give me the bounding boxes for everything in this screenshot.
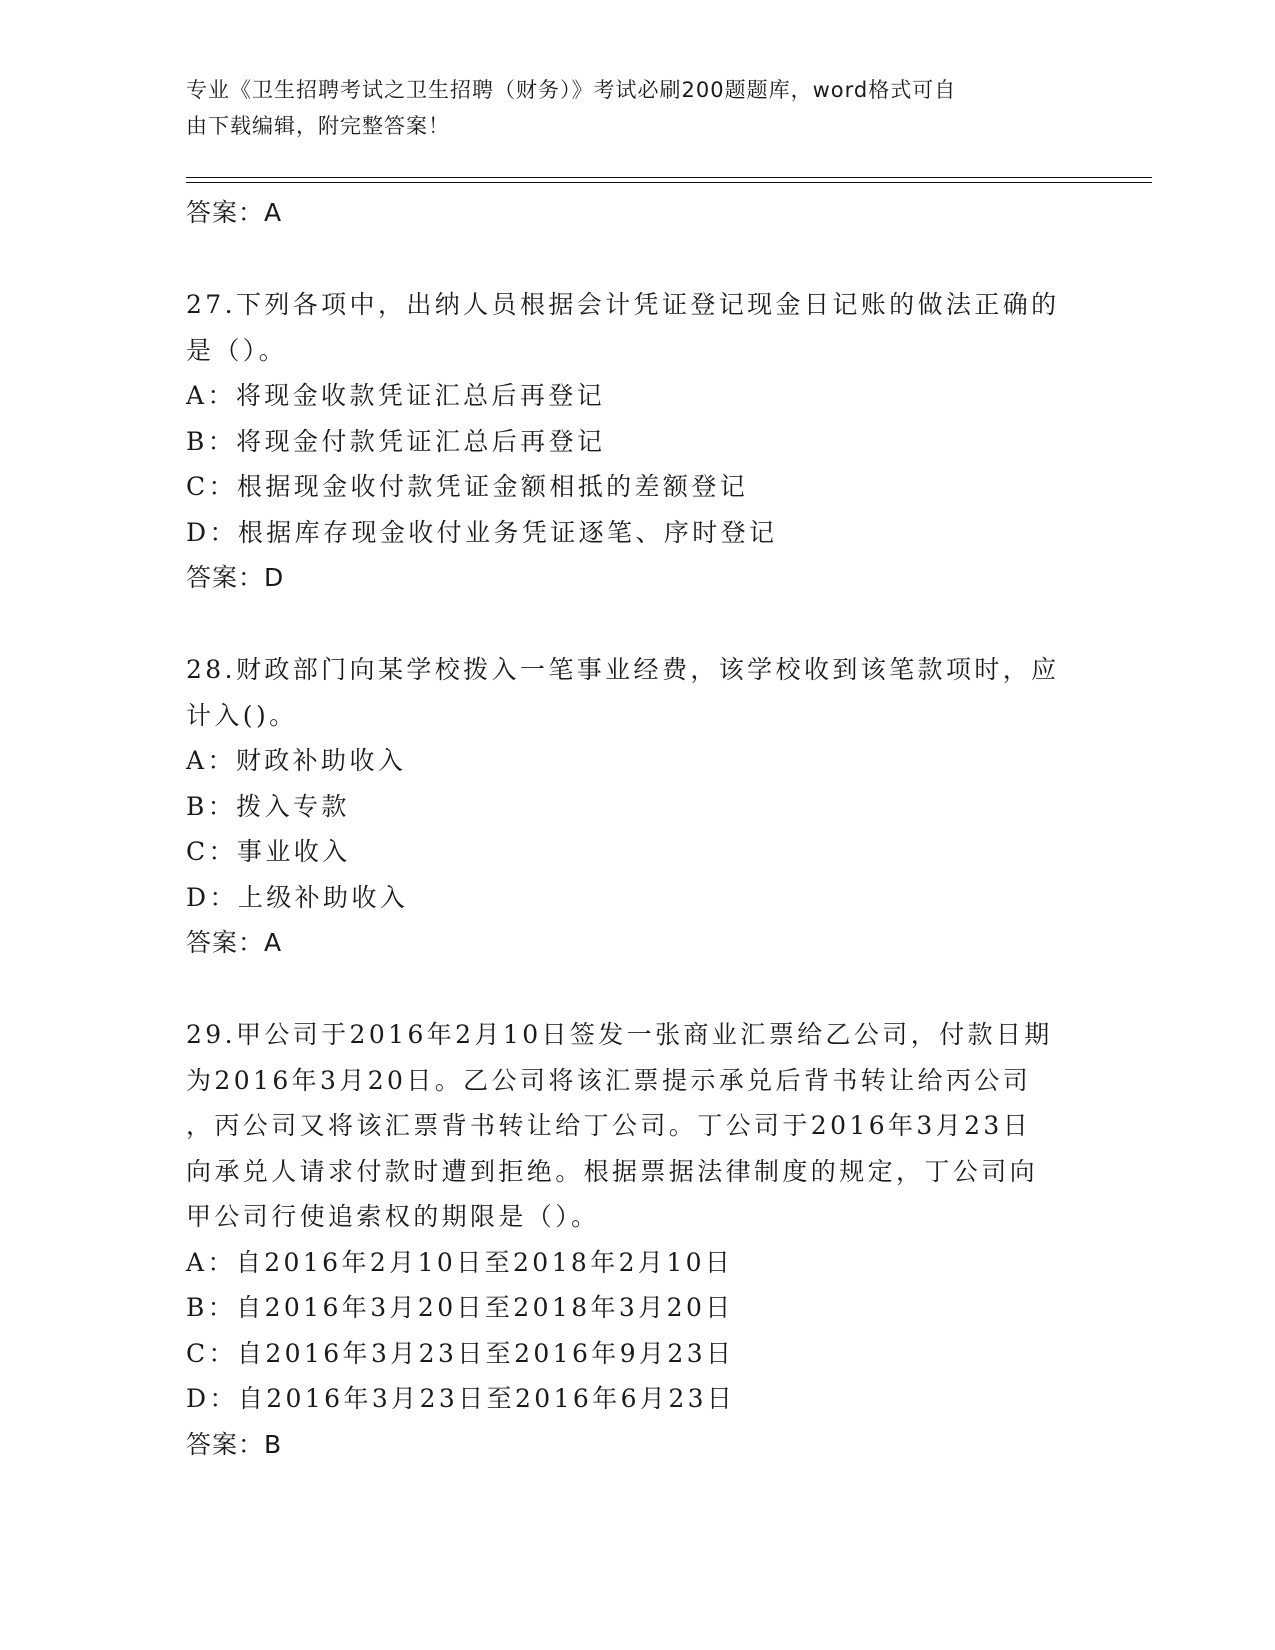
question-text-line: 向承兑人请求付款时遭到拒绝。根据票据法律制度的规定，丁公司向 bbox=[186, 1156, 1039, 1186]
answer-line: 答案：A bbox=[186, 928, 283, 957]
previous-answer: 答案：A bbox=[186, 198, 283, 227]
question-text-line: ，丙公司又将该汇票背书转让给丁公司。丁公司于2016年3月23日 bbox=[186, 1111, 1032, 1140]
answer-line: 答案：B bbox=[186, 1429, 283, 1459]
header-line-2: 由下载编辑，附完整答案！ bbox=[186, 114, 450, 138]
header-divider-top bbox=[186, 177, 1152, 178]
question-list bbox=[186, 190, 1086, 1467]
answer-line: 答案：D bbox=[186, 563, 285, 592]
option-a: A：自2016年2月10日至2018年2月10日 bbox=[186, 1247, 734, 1277]
question-block-28 bbox=[186, 647, 1086, 965]
header-divider-bottom bbox=[186, 182, 1152, 183]
option-b: B：自2016年3月20日至2018年3月20日 bbox=[186, 1293, 734, 1322]
question-text-line: 27.下列各项中，出纳人员根据会计凭证登记现金日记账的做法正确的 bbox=[186, 290, 1060, 319]
option-c: C：根据现金收付款凭证金额相抵的差额登记 bbox=[186, 472, 749, 501]
question-text-line: 为2016年3月20日。乙公司将该汇票提示承兑后背书转让给丙公司 bbox=[186, 1065, 1032, 1095]
option-c: C：自2016年3月23日至2016年9月23日 bbox=[186, 1338, 735, 1368]
question-text-line: 是（）。 bbox=[186, 335, 288, 365]
spacer bbox=[186, 600, 1086, 647]
spacer bbox=[186, 235, 1086, 282]
document-header bbox=[186, 72, 1066, 144]
option-d: D：上级补助收入 bbox=[186, 882, 409, 912]
question-text-line: 甲公司行使追索权的期限是（）。 bbox=[186, 1202, 600, 1231]
header-line-1: 专业《卫生招聘考试之卫生招聘（财务）》考试必刷200题题库，word格式可自 bbox=[186, 78, 957, 102]
option-a: A：将现金收款凭证汇总后再登记 bbox=[186, 381, 606, 410]
question-text-line: 29.甲公司于2016年2月10日签发一张商业汇票给乙公司，付款日期 bbox=[186, 1020, 1053, 1049]
question-block-29 bbox=[186, 1012, 1086, 1467]
option-b: B：拨入专款 bbox=[186, 791, 350, 821]
option-d: D：自2016年3月23日至2016年6月23日 bbox=[186, 1384, 736, 1413]
spacer bbox=[186, 965, 1086, 1012]
option-b: B：将现金付款凭证汇总后再登记 bbox=[186, 426, 606, 456]
option-c: C：事业收入 bbox=[186, 837, 351, 866]
option-d: D：根据库存现金收付业务凭证逐笔、序时登记 bbox=[186, 517, 778, 547]
question-text-line: 计入()。 bbox=[186, 700, 298, 730]
question-block-27 bbox=[186, 282, 1086, 600]
option-a: A：财政补助收入 bbox=[186, 746, 407, 775]
question-text-line: 28.财政部门向某学校拨入一笔事业经费，该学校收到该笔款项时，应 bbox=[186, 655, 1060, 684]
